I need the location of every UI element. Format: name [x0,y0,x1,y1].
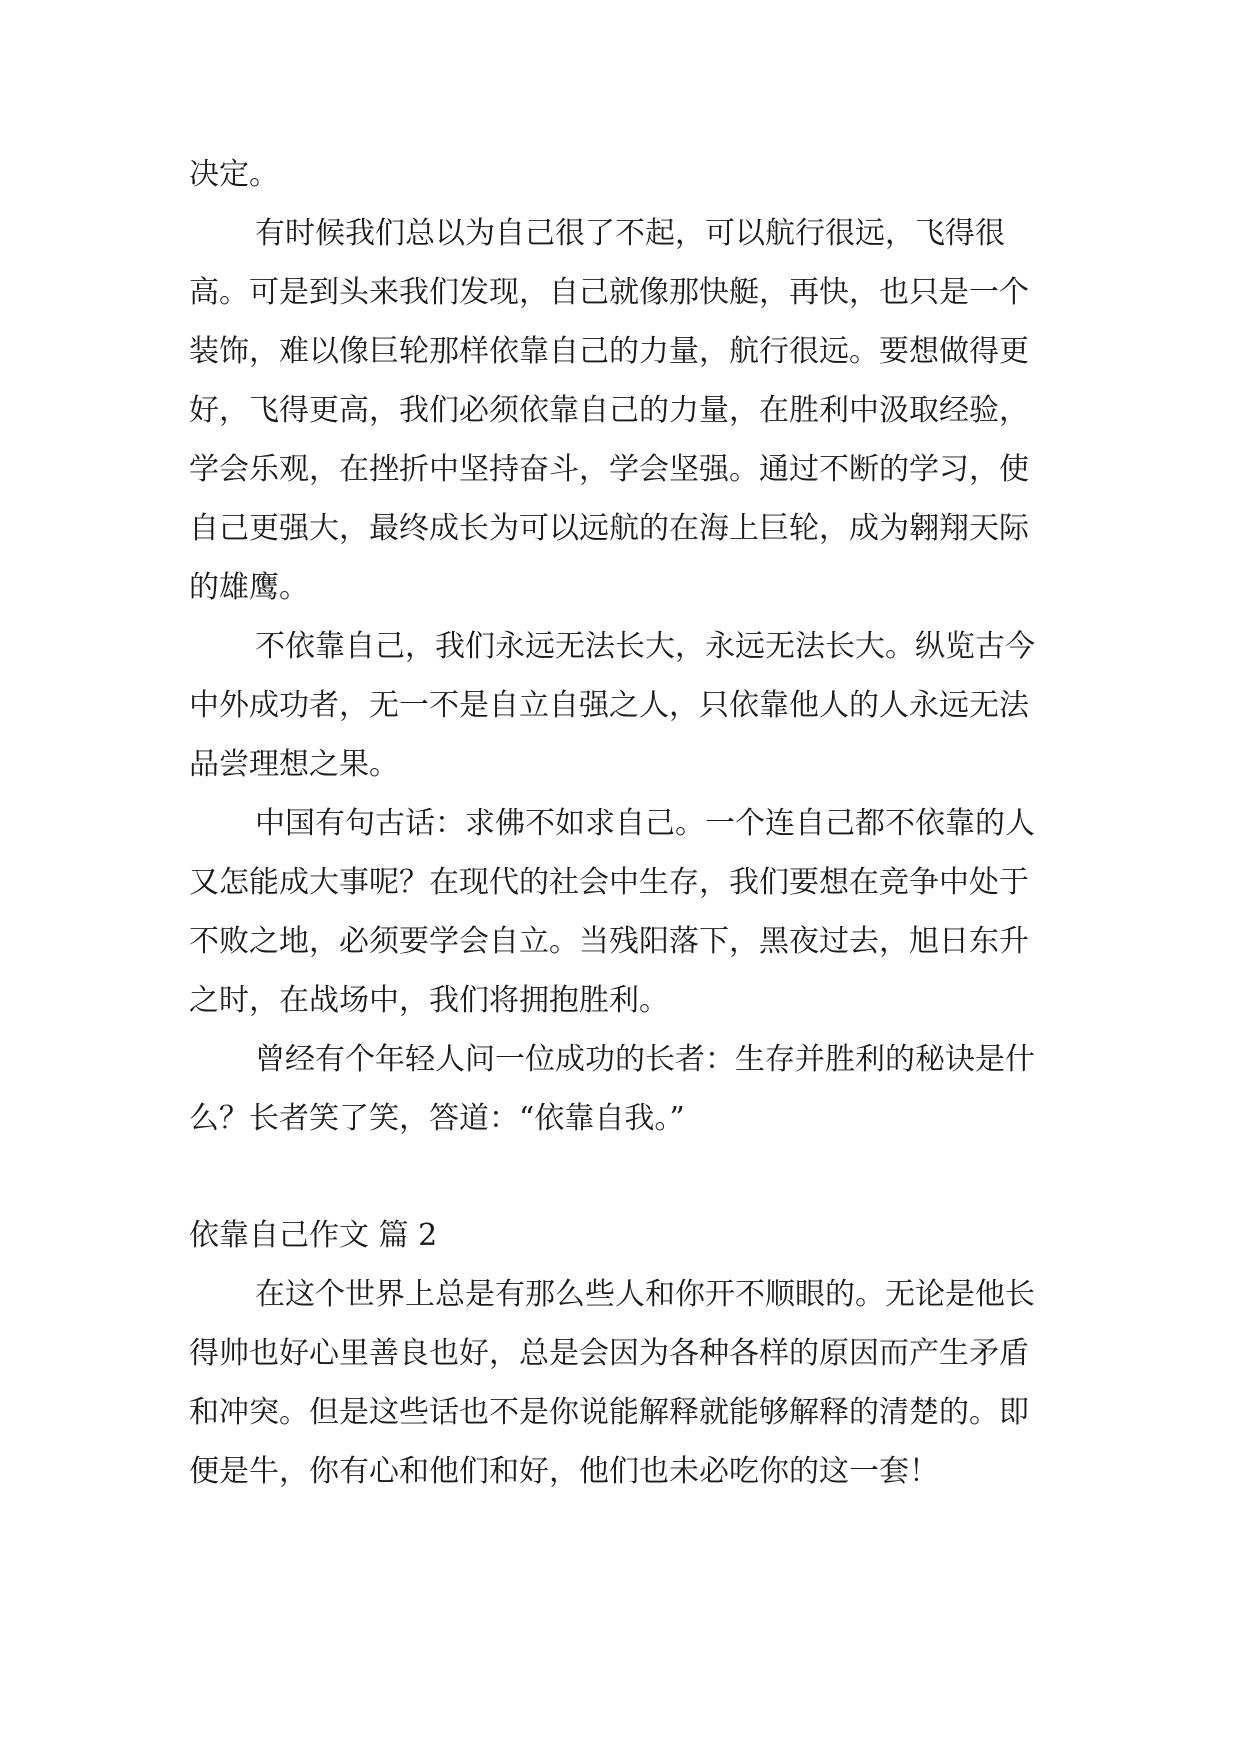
section-title: 依靠自己作文 篇 2 [189,1218,438,1253]
paragraph: 有时候我们总以为自己很了不起，可以航行很远，飞得很高。可是到头来我们发现，自己就像那快艇，再快，也只是一个装饰，难以像巨轮那样依靠自己的力量，航行很远。要想做得更好，飞得更高，我们必须依靠自己的力量，在胜利中汲取经验，学会乐观，在挫折中坚持奋斗，学会坚强。通过不断的学习，使自己更强大，最终成长为可以远航的在海上巨轮，成为翱翔天际的雄鹰。 [189,216,1029,605]
paragraph: 中国有句古话：求佛不如求自己。一个连自己都不依靠的人又怎能成大事呢？在现代的社会中生存，我们要想在竞争中处于不败之地，必须要学会自立。当残阳落下，黑夜过去，旭日东升之时，在战场中，我们将拥抱胜利。 [189,806,1035,1018]
document-body [189,145,1049,1501]
paragraph: 不依靠自己，我们永远无法长大，永远无法长大。纵览古今中外成功者，无一不是自立自强之人，只依靠他人的人永远无法品尝理想之果。 [189,629,1035,782]
paragraph: 决定。 [189,157,279,192]
paragraph: 曾经有个年轻人问一位成功的长者：生存并胜利的秘诀是什么？长者笑了笑，答道：“依靠自我。” [189,1042,1035,1136]
paragraph: 在这个世界上总是有那么些人和你开不顺眼的。无论是他长得帅也好心里善良也好，总是会因为各种各样的原因而产生矛盾和冲突。但是这些话也不是你说能解释就能够解释的清楚的。即便是牛，你有心和他们和好，他们也未必吃你的这一套！ [189,1277,1035,1489]
